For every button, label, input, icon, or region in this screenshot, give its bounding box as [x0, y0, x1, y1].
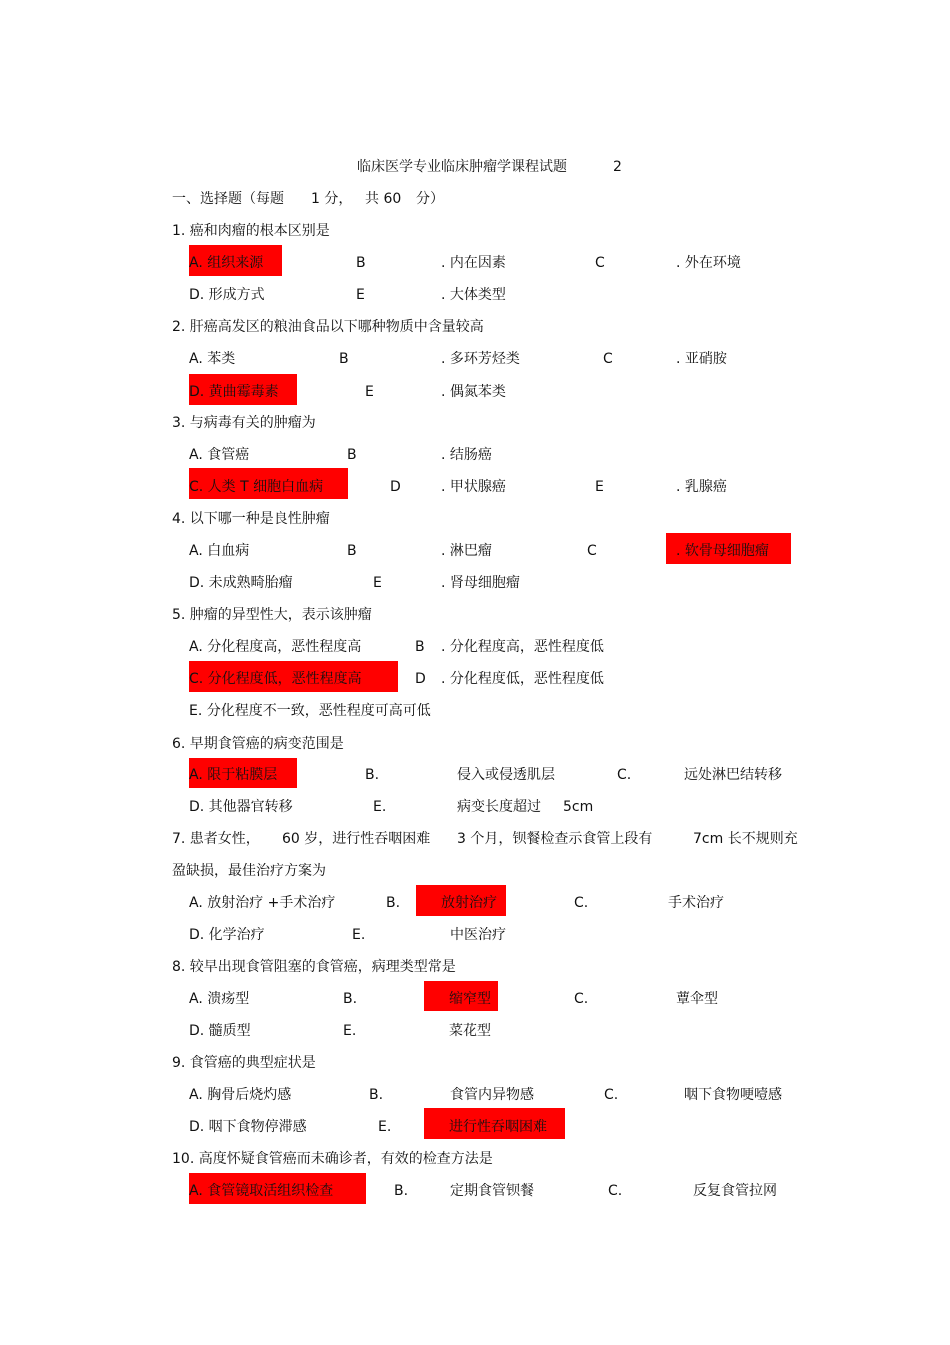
option-d: D. 未成熟畸胎瘤 — [189, 575, 293, 591]
option-d-letter: D — [415, 671, 426, 687]
option-e-letter: E — [595, 479, 604, 495]
option-e-letter: E. — [352, 927, 366, 943]
option-b-text: 定期食管钡餐 — [450, 1183, 534, 1199]
option-c-letter: C. — [608, 1183, 623, 1199]
question-stem: 3. 与病毒有关的肿瘤为 — [172, 415, 316, 431]
option-b-text: . 多环芳烃类 — [441, 351, 520, 367]
question-stem: 9. 食管癌的典型症状是 — [172, 1055, 316, 1071]
option-b-text: . 内在因素 — [441, 255, 506, 271]
question-stem: 6. 早期食管癌的病变范围是 — [172, 736, 344, 752]
section-header-total: 共 60 — [365, 191, 402, 207]
option-e-text: 病变长度超过 — [457, 799, 541, 815]
option-a: A. 胸骨后烧灼感 — [189, 1087, 292, 1103]
option-e-text: 中医治疗 — [450, 927, 506, 943]
option-e-text: 进行性吞咽困难 — [449, 1119, 547, 1135]
option-a: A. 溃疡型 — [189, 991, 250, 1007]
option-e-letter: E — [365, 384, 374, 400]
question-stem: 2. 肝癌高发区的粮油食品以下哪种物质中含量较高 — [172, 319, 484, 335]
question-stem: 10. 高度怀疑食管癌而未确诊者，有效的检查方法是 — [172, 1151, 493, 1167]
option-e-text: . 乳腺癌 — [676, 479, 727, 495]
option-a: A. 放射治疗 +手术治疗 — [189, 895, 336, 911]
option-b-letter: B. — [365, 767, 380, 783]
option-c-letter: C — [595, 255, 605, 271]
option-b-letter: B. — [343, 991, 358, 1007]
option-d: D. 咽下食物停滞感 — [189, 1119, 307, 1135]
section-header: 一、选择题（每题 — [172, 191, 284, 207]
option-a: A. 苯类 — [189, 351, 236, 367]
option-d: D. 髓质型 — [189, 1023, 251, 1039]
question-stem-length: 7cm 长不规则充 — [693, 831, 798, 847]
option-d-letter: D — [390, 479, 401, 495]
option-b-text: 侵入或侵透肌层 — [457, 767, 555, 783]
option-c: C. 分化程度低，恶性程度高 — [189, 671, 362, 687]
option-c-text: . 亚硝胺 — [676, 351, 727, 367]
option-d: D. 黄曲霉毒素 — [189, 384, 279, 400]
option-c-letter: C. — [574, 991, 589, 1007]
option-a: A. 限于粘膜层 — [189, 767, 278, 783]
option-e-letter: E. — [373, 799, 387, 815]
page-title-number: 2 — [613, 159, 622, 175]
option-b-letter: B — [356, 255, 366, 271]
option-b-letter: B — [347, 447, 357, 463]
option-c-text: 手术治疗 — [668, 895, 724, 911]
option-b-text: . 分化程度高，恶性程度低 — [441, 639, 604, 655]
option-e-value: 5cm — [563, 799, 594, 815]
option-e-text: . 大体类型 — [441, 287, 506, 303]
option-d-text: . 甲状腺癌 — [441, 479, 506, 495]
option-c-text: . 软骨母细胞瘤 — [676, 543, 769, 559]
section-header-points: 1 分， — [311, 191, 353, 207]
page-title: 临床医学专业临床肿瘤学课程试题 — [357, 159, 567, 175]
question-stem-cont: 盈缺损，最佳治疗方案为 — [172, 863, 326, 879]
option-c-letter: C — [587, 543, 597, 559]
question-stem-age: 60 岁，进行性吞咽困难 — [282, 831, 431, 847]
option-d-text: . 分化程度低，恶性程度低 — [441, 671, 604, 687]
question-stem: 4. 以下哪一种是良性肿瘤 — [172, 511, 330, 527]
option-b-letter: B — [347, 543, 357, 559]
option-b-letter: B. — [369, 1087, 384, 1103]
question-stem: 1. 癌和肉瘤的根本区别是 — [172, 223, 330, 239]
option-e-text: 菜花型 — [449, 1023, 491, 1039]
option-b-text: . 结肠癌 — [441, 447, 492, 463]
option-c: C. 人类 T 细胞白血病 — [189, 479, 324, 495]
option-d: D. 其他器官转移 — [189, 799, 293, 815]
option-a: A. 组织来源 — [189, 255, 264, 271]
option-c-letter: C. — [617, 767, 632, 783]
option-d: D. 化学治疗 — [189, 927, 265, 943]
question-stem: 8. 较早出现食管阻塞的食管癌，病理类型常是 — [172, 959, 456, 975]
option-b-letter: B — [339, 351, 349, 367]
option-c-text: 蕈伞型 — [676, 991, 718, 1007]
question-stem-duration: 3 个月，钡餐检查示食管上段有 — [457, 831, 653, 847]
option-e-letter: E — [356, 287, 365, 303]
option-b-text: 食管内异物感 — [450, 1087, 534, 1103]
option-e-text: . 偶氮苯类 — [441, 384, 506, 400]
option-e-text: . 肾母细胞瘤 — [441, 575, 520, 591]
option-c-text: 远处淋巴结转移 — [684, 767, 782, 783]
option-e-letter: E — [373, 575, 382, 591]
option-c-text: . 外在环境 — [676, 255, 741, 271]
question-stem: 5. 肿瘤的异型性大，表示该肿瘤 — [172, 607, 372, 623]
section-header-end: 分） — [416, 191, 444, 207]
option-a: A. 白血病 — [189, 543, 250, 559]
option-e: E. 分化程度不一致，恶性程度可高可低 — [189, 703, 431, 719]
option-e-letter: E. — [378, 1119, 392, 1135]
option-b-text: 放射治疗 — [441, 895, 497, 911]
option-c-letter: C — [603, 351, 613, 367]
option-b-text: 缩窄型 — [449, 991, 491, 1007]
option-c-text: 咽下食物哽噎感 — [684, 1087, 782, 1103]
option-c-text: 反复食管拉网 — [693, 1183, 777, 1199]
option-c-letter: C. — [574, 895, 589, 911]
option-b-letter: B — [415, 639, 425, 655]
option-b-letter: B. — [394, 1183, 409, 1199]
option-a: A. 分化程度高，恶性程度高 — [189, 639, 362, 655]
question-stem: 7. 患者女性， — [172, 831, 260, 847]
option-e-letter: E. — [343, 1023, 357, 1039]
option-c-letter: C. — [604, 1087, 619, 1103]
option-a: A. 食管癌 — [189, 447, 250, 463]
option-d: D. 形成方式 — [189, 287, 265, 303]
option-b-letter: B. — [386, 895, 401, 911]
option-b-text: . 淋巴瘤 — [441, 543, 492, 559]
option-a: A. 食管镜取活组织检查 — [189, 1183, 334, 1199]
